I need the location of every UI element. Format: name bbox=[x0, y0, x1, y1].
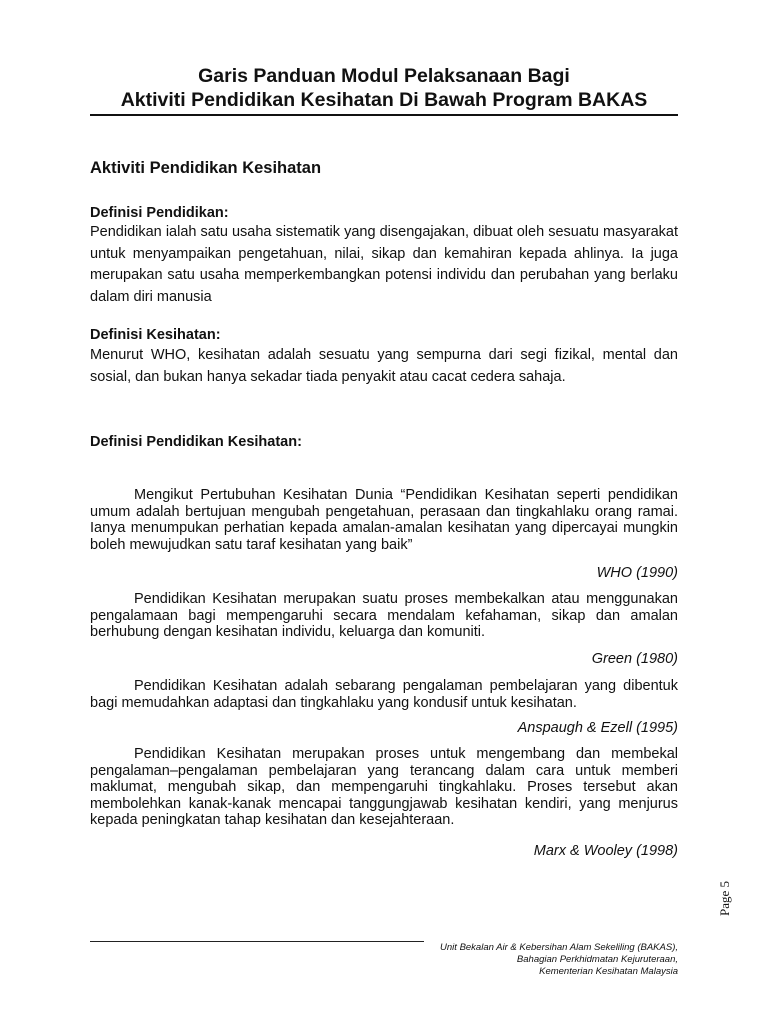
definition-text-health: Menurut WHO, kesihatan adalah sesuatu yang sempurna dari segi fizikal, mental dan sosial, dan bukan hanya sekadar tiada penyakit atau cacat cedera sahaja. bbox=[90, 347, 678, 385]
quote-source: WHO (1990) bbox=[596, 565, 678, 581]
quote-source: Anspaugh & Ezell (1995) bbox=[517, 720, 678, 736]
footer-line-2: Bahagian Perkhidmatan Kejuruteraan, bbox=[516, 954, 678, 965]
definition-heading-health-education: Definisi Pendidikan Kesihatan: bbox=[90, 434, 302, 450]
footer bbox=[380, 942, 678, 978]
page-number bbox=[708, 872, 740, 918]
section-heading: Aktiviti Pendidikan Kesihatan bbox=[90, 159, 322, 177]
definition-heading-health: Definisi Kesihatan: bbox=[90, 327, 221, 343]
page-number-label: Page 5 bbox=[717, 880, 732, 916]
footer-line-1: Unit Bekalan Air & Kebersihan Alam Sekeliling (BAKAS), bbox=[440, 942, 678, 953]
document-title bbox=[90, 64, 678, 112]
footer-line-3: Kementerian Kesihatan Malaysia bbox=[539, 966, 678, 977]
quote-paragraph: Mengikut Pertubuhan Kesihatan Dunia “Pendidikan Kesihatan seperti pendidikan umum adalah bertujuan mengubah pengetahuan, perasaan dan tingkahlaku orang ramai. Ianya menumpukan perhatian kepada amalan-amalan kesihatan yang dipercayai mungkin boleh mewujudkan satu taraf kesihatan yang baik” bbox=[90, 487, 678, 553]
footer-divider bbox=[90, 941, 424, 942]
definition-text-education: Pendidikan ialah satu usaha sistematik yang disengajakan, dibuat oleh sesuatu masyarakat untuk menyampaikan pengetahuan, nilai, sikap dan kemahiran kepada ahlinya. Ia juga merupakan satu usaha memperkembangkan potensi individu dan perubahan yang berlaku dalam diri manusia bbox=[90, 224, 678, 305]
quote-paragraph: Pendidikan Kesihatan adalah sebarang pengalaman pembelajaran yang dibentuk bagi memudahkan adaptasi dan tingkahlaku yang kondusif untuk kesihatan. bbox=[90, 678, 678, 711]
title-line-1: Garis Panduan Modul Pelaksanaan Bagi bbox=[198, 65, 570, 87]
quote-source: Marx & Wooley (1998) bbox=[533, 843, 678, 859]
title-underline bbox=[90, 114, 678, 116]
definition-heading-education: Definisi Pendidikan: bbox=[90, 205, 229, 221]
quote-source: Green (1980) bbox=[591, 651, 678, 667]
quote-paragraph: Pendidikan Kesihatan merupakan proses untuk mengembang dan membekal pengalaman–pengalaman pembelajaran yang terancang dalam cara untuk memberi maklumat, mengubah sikap, dan mempengaruhi tingkahlaku. Proses tersebut akan membolehkan kanak-kanak mencapai tanggungjawab kesihatan kendiri, yang menjurus kepada peningkatan tahap kesihatan dan kesejahteraan. bbox=[90, 746, 678, 828]
quote-paragraph: Pendidikan Kesihatan merupakan suatu proses membekalkan atau menggunakan pengalamaan bagi mempengaruhi secara mendalam kefahaman, sikap dan amalan berhubung dengan kesihatan individu, keluarga dan komuniti. bbox=[90, 591, 678, 640]
title-line-2: Aktiviti Pendidikan Kesihatan Di Bawah Program BAKAS bbox=[120, 89, 648, 111]
